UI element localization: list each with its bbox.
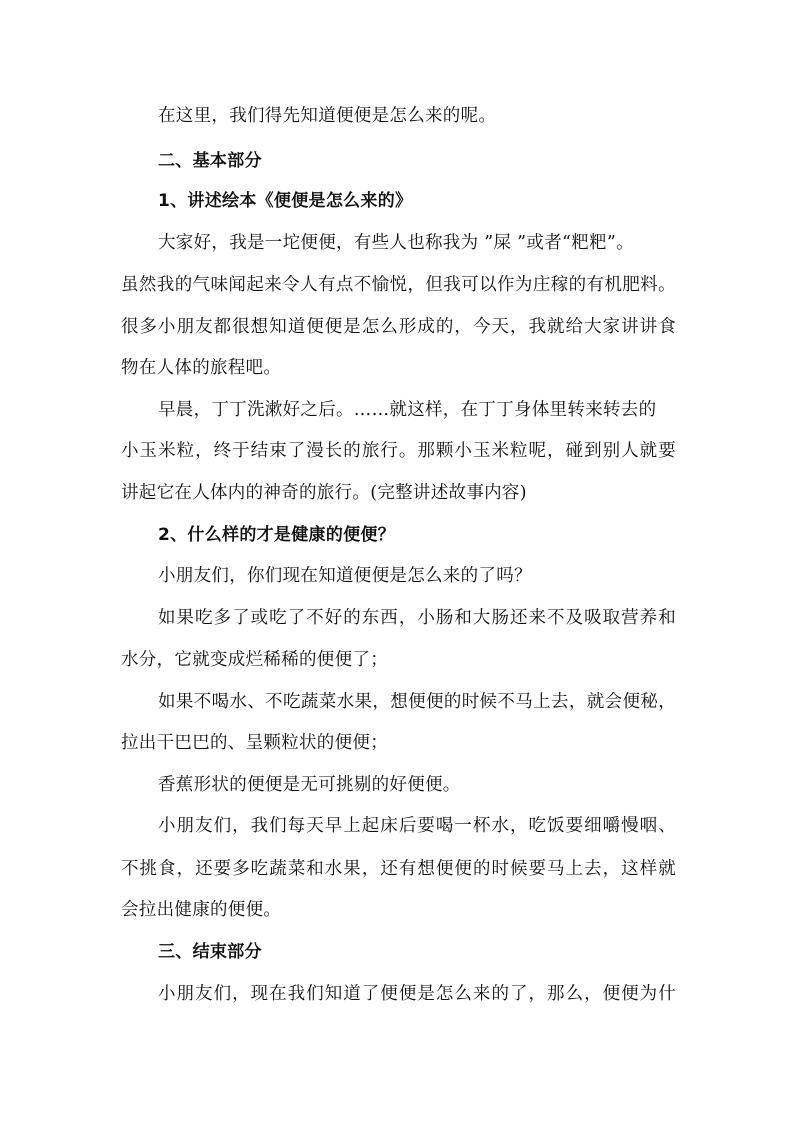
paragraph-line: 小朋友们，现在我们知道了便便是怎么来的了，那么，便便为什 [158,984,676,1004]
paragraph-line: 在这里，我们得先知道便便是怎么来的呢。 [158,106,497,126]
subheading-story: 1、讲述绘本《便便是怎么来的》 [158,191,413,211]
paragraph-line: 如果不喝水、不吃蔬菜水果，想便便的时候不马上去，就会便秘， [158,692,676,712]
paragraph-line: 早晨，丁丁洗漱好之后。……就这样，在丁丁身体里转来转去的 [158,400,657,420]
paragraph-line: 会拉出健康的便便。 [121,900,282,920]
paragraph-line: 很多小朋友都很想知道便便是怎么形成的，今天，我就给大家讲讲食 [121,317,676,337]
paragraph-line: 如果吃多了或吃了不好的东西，小肠和大肠还来不及吸取营养和 [158,608,676,628]
paragraph-line: 不挑食，还要多吃蔬菜和水果，还有想便便的时候要马上去，这样就 [121,859,676,879]
paragraph-line: 大家好，我是一坨便便，有些人也称我为 ”屎 ”或者“粑粑”。 [158,233,634,253]
subheading-healthy: 2、什么样的才是健康的便便？ [158,525,396,545]
paragraph-line: 小朋友们，你们现在知道便便是怎么来的了吗？ [158,566,532,586]
section-heading-basic: 二、基本部分 [158,151,262,171]
paragraph-line: 香蕉形状的便便是无可挑剔的好便便。 [158,775,461,795]
paragraph-line: 讲起它在人体内的神奇的旅行。(完整讲述故事内容) [121,483,527,503]
paragraph-line: 水分，它就变成烂稀稀的便便了； [121,650,388,670]
paragraph-line: 虽然我的气味闻起来令人有点不愉悦，但我可以作为庄稼的有机肥料。 [121,275,676,295]
paragraph-line: 小玉米粒，终于结束了漫长的旅行。那颗小玉米粒呢，碰到别人就要 [121,441,676,461]
section-heading-closing: 三、结束部分 [158,942,262,962]
paragraph-line: 物在人体的旅程吧。 [121,358,282,378]
paragraph-line: 小朋友们，我们每天早上起床后要喝一杯水，吃饭要细嚼慢咽、 [158,816,676,836]
paragraph-line: 拉出干巴巴的、呈颗粒状的便便； [121,733,388,753]
